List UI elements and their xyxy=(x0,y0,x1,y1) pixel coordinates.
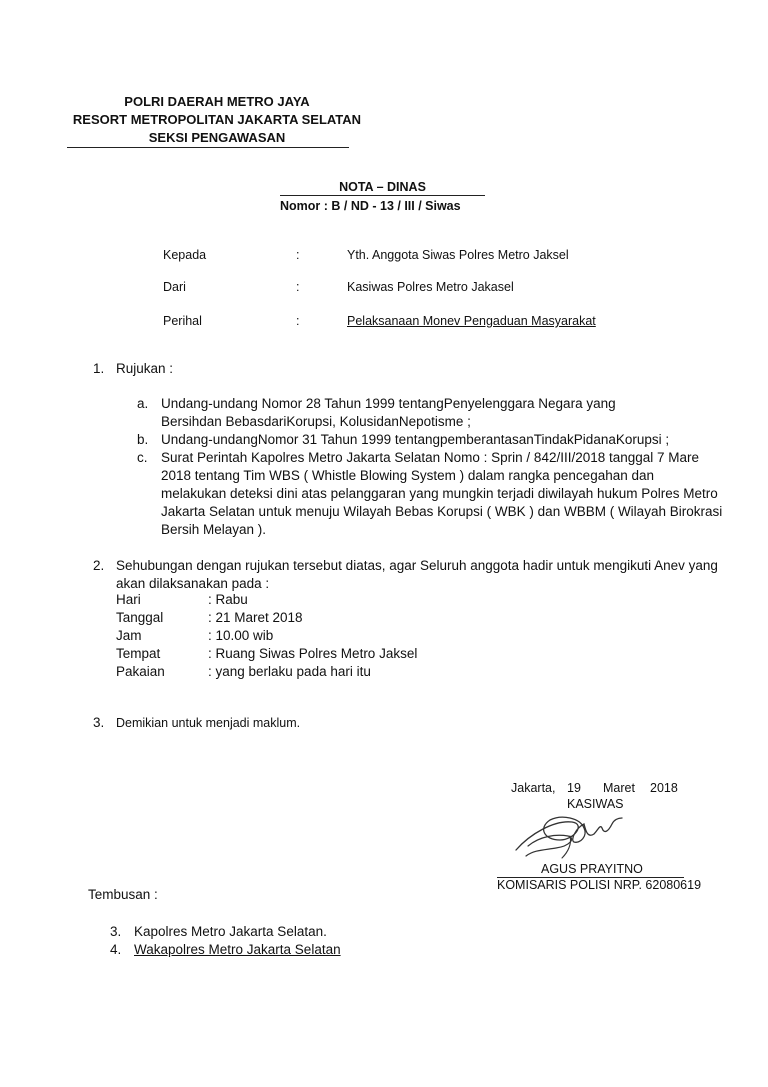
meta-value-dari: Kasiwas Polres Metro Jakasel xyxy=(347,280,514,294)
meta-sep: : xyxy=(296,248,300,262)
rujukan-b-mark: b. xyxy=(137,432,149,447)
section-3-text: Demikian untuk menjadi maklum. xyxy=(116,716,301,730)
nota-title: NOTA – DINAS xyxy=(339,180,426,194)
tembusan-title: Tembusan : xyxy=(88,887,158,902)
detail-value-jam: : 10.00 wib xyxy=(208,628,274,643)
nota-title-underline xyxy=(280,195,485,196)
section-1-title: Rujukan : xyxy=(116,361,174,376)
meta-label-dari: Dari xyxy=(163,280,186,294)
letterhead-line-2: RESORT METROPOLITAN JAKARTA SELATAN xyxy=(72,112,362,127)
rujukan-a-line: Bersihdan BebasdariKorupsi, KolusidanNepotisme ; xyxy=(161,414,471,429)
handwritten-signature xyxy=(510,806,630,862)
rujukan-a-mark: a. xyxy=(137,396,149,411)
rujukan-c-line: 2018 tentang Tim WBS ( Whistle Blowing System ) dalam rangka pencegahan dan xyxy=(161,468,655,483)
detail-label-hari: Hari xyxy=(116,592,141,607)
letterhead-line-3: SEKSI PENGAWASAN xyxy=(148,130,286,145)
meta-label-kepada: Kepada xyxy=(163,248,207,262)
signature-day: 19 xyxy=(567,781,581,795)
rujukan-c-line: melakukan deteksi dini atas pelanggaran yang mungkin terjadi diwilayah hukum Polres Metro xyxy=(161,486,718,501)
signature-year: 2018 xyxy=(650,781,678,795)
section-1-number: 1. xyxy=(93,361,105,376)
rujukan-c-line: Surat Perintah Kapolres Metro Jakarta Selatan Nomo : Sprin / 842/III/2018 tanggal 7 Mare xyxy=(161,450,700,465)
meta-sep: : xyxy=(296,280,300,294)
section-2-number: 2. xyxy=(93,558,105,573)
signature-role: KASIWAS xyxy=(567,797,624,811)
signature-place: Jakarta, xyxy=(511,781,556,795)
detail-label-tanggal: Tanggal xyxy=(116,610,164,625)
rujukan-c-line: Jakarta Selatan untuk menuju Wilayah Bebas Korupsi ( WBK ) dan WBBM ( Wilayah Birokrasi xyxy=(161,504,723,519)
signature-rank: KOMISARIS POLISI NRP. 62080619 xyxy=(497,878,702,892)
meta-value-kepada: Yth. Anggota Siwas Polres Metro Jaksel xyxy=(347,248,569,262)
section-2-line: akan dilaksanakan pada : xyxy=(116,576,270,591)
rujukan-c-line: Bersih Melayan ). xyxy=(161,522,267,537)
signature-name: AGUS PRAYITNO xyxy=(541,862,643,876)
meta-value-perihal: Pelaksanaan Monev Pengaduan Masyarakat xyxy=(347,314,596,328)
rujukan-a-line: Undang-undang Nomor 28 Tahun 1999 tentangPenyelenggara Negara yang xyxy=(161,396,616,411)
detail-value-pakaian: : yang berlaku pada hari itu xyxy=(208,664,371,679)
section-3-number: 3. xyxy=(93,715,105,730)
tembusan-item-number: 3. xyxy=(110,924,122,939)
detail-label-pakaian: Pakaian xyxy=(116,664,165,679)
detail-label-jam: Jam xyxy=(116,628,142,643)
detail-value-hari: : Rabu xyxy=(208,592,248,607)
tembusan-item-text: Wakapolres Metro Jakarta Selatan xyxy=(134,942,341,957)
letterhead-underline xyxy=(67,147,349,148)
detail-label-tempat: Tempat xyxy=(116,646,161,661)
tembusan-item-number: 4. xyxy=(110,942,122,957)
rujukan-b-line: Undang-undangNomor 31 Tahun 1999 tentangpemberantasanTindakPidanaKorupsi ; xyxy=(161,432,670,447)
tembusan-item-text: Kapolres Metro Jakarta Selatan. xyxy=(134,924,327,939)
signature-month: Maret xyxy=(603,781,635,795)
rujukan-c-mark: c. xyxy=(137,450,148,465)
meta-label-perihal: Perihal xyxy=(163,314,202,328)
letterhead-line-1: POLRI DAERAH METRO JAYA xyxy=(124,94,310,109)
section-2-line: Sehubungan dengan rujukan tersebut diatas, agar Seluruh anggota hadir untuk mengikuti Anev yang xyxy=(116,558,718,573)
detail-value-tempat: : Ruang Siwas Polres Metro Jaksel xyxy=(208,646,418,661)
meta-sep: : xyxy=(296,314,300,328)
detail-value-tanggal: : 21 Maret 2018 xyxy=(208,610,303,625)
nota-number: Nomor : B / ND - 13 / III / Siwas xyxy=(280,199,461,213)
